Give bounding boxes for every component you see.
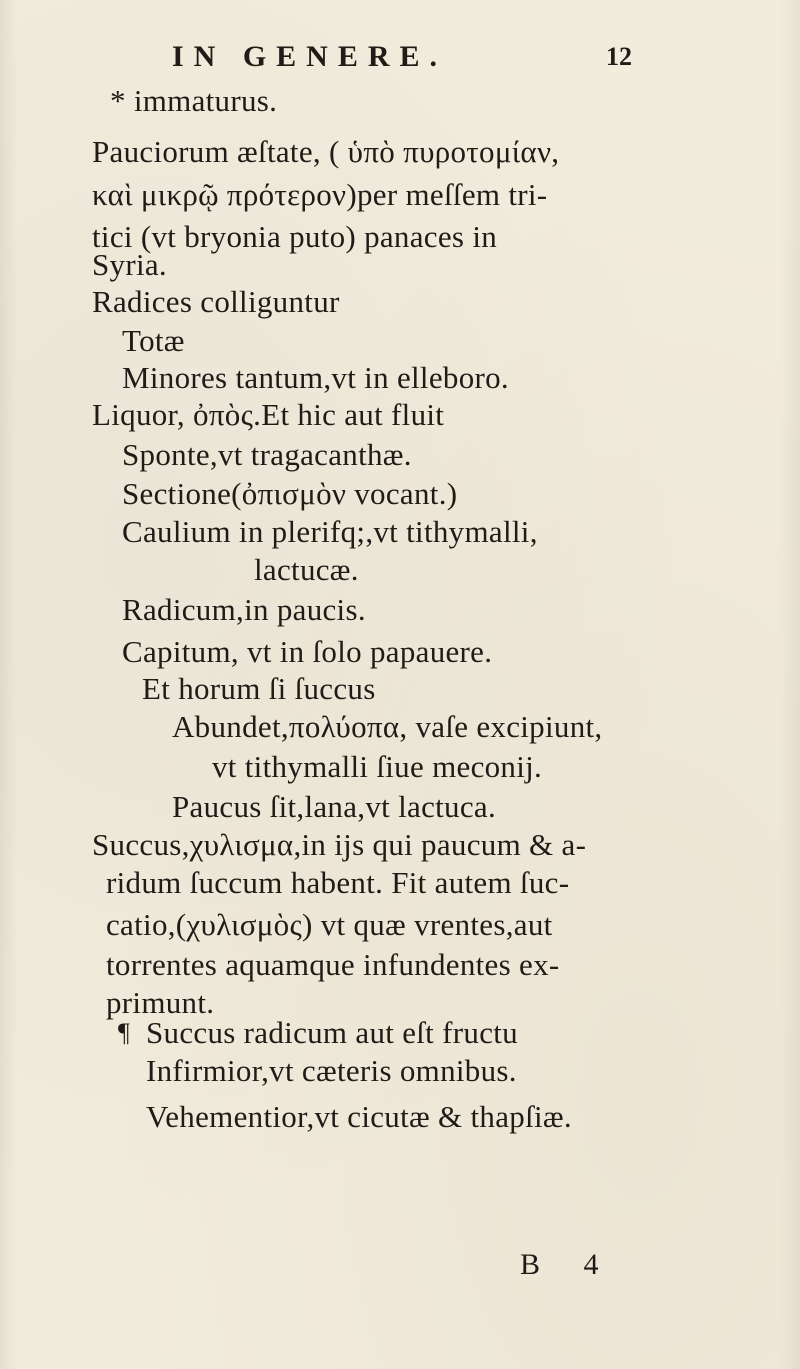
text-line: Radicum,in paucis. [122, 592, 366, 627]
text-line: Capitum, vt in ſolo papauere. [122, 634, 493, 669]
text-line: Minores tantum,vt in elleboro. [122, 360, 509, 395]
text-line: Radices colliguntur [92, 284, 340, 319]
text-line: Liquor, ὀπὸς.Et hic aut fluit [92, 397, 445, 432]
text-line: tici (vt bryonia puto) panaces in [92, 219, 498, 254]
text-line: Sectione(ὀπισμὸν vocant.) [122, 476, 458, 511]
text-line: Caulium in plerifq;,vt tithymalli, [122, 514, 538, 549]
paragraph-mark-icon: ¶ [118, 1018, 130, 1047]
text-line: * immaturus. [110, 83, 278, 118]
text-line: primunt. [106, 985, 215, 1020]
text-line: Vehementior,vt cicutæ & thapſiæ. [146, 1099, 572, 1134]
text-line: Et horum ſi ſuccus [142, 671, 376, 706]
text-line: catio,(χυλισμὸς) vt quæ vrentes,aut [106, 907, 553, 942]
text-line: ridum ſuccum habent. Fit autem ſuc- [106, 865, 570, 900]
text-line: Pauciorum æſtate, ( ὑπὸ πυροτομίαν, [92, 134, 560, 169]
text-line: Syria. [92, 247, 167, 282]
text-line: Infirmior,vt cæteris omnibus. [146, 1053, 517, 1088]
page-number: 12 [606, 42, 632, 71]
text-line: Abundet,πολύοπα, vaſe excipiunt, [172, 709, 603, 744]
text-line: καὶ μικρῷ πρότερον)per meſſem tri- [92, 177, 548, 212]
text-line: Succus,χυλισμα,in ijs qui paucum & a- [92, 827, 587, 862]
text-line: vt tithymalli ſiue meconij. [212, 749, 543, 784]
text-line: Sponte,vt tragacanthæ. [122, 437, 412, 472]
running-title: IN GENERE. [172, 40, 448, 73]
text-line: lactucæ. [254, 552, 359, 587]
text-line: torrentes aquamque infundentes ex- [106, 947, 560, 982]
signature-mark: B 4 [520, 1248, 617, 1281]
text-line: Paucus ſit,lana,vt lactuca. [172, 789, 497, 824]
text-line: Totæ [122, 323, 185, 358]
text-line: Succus radicum aut eſt fructu [146, 1015, 518, 1050]
